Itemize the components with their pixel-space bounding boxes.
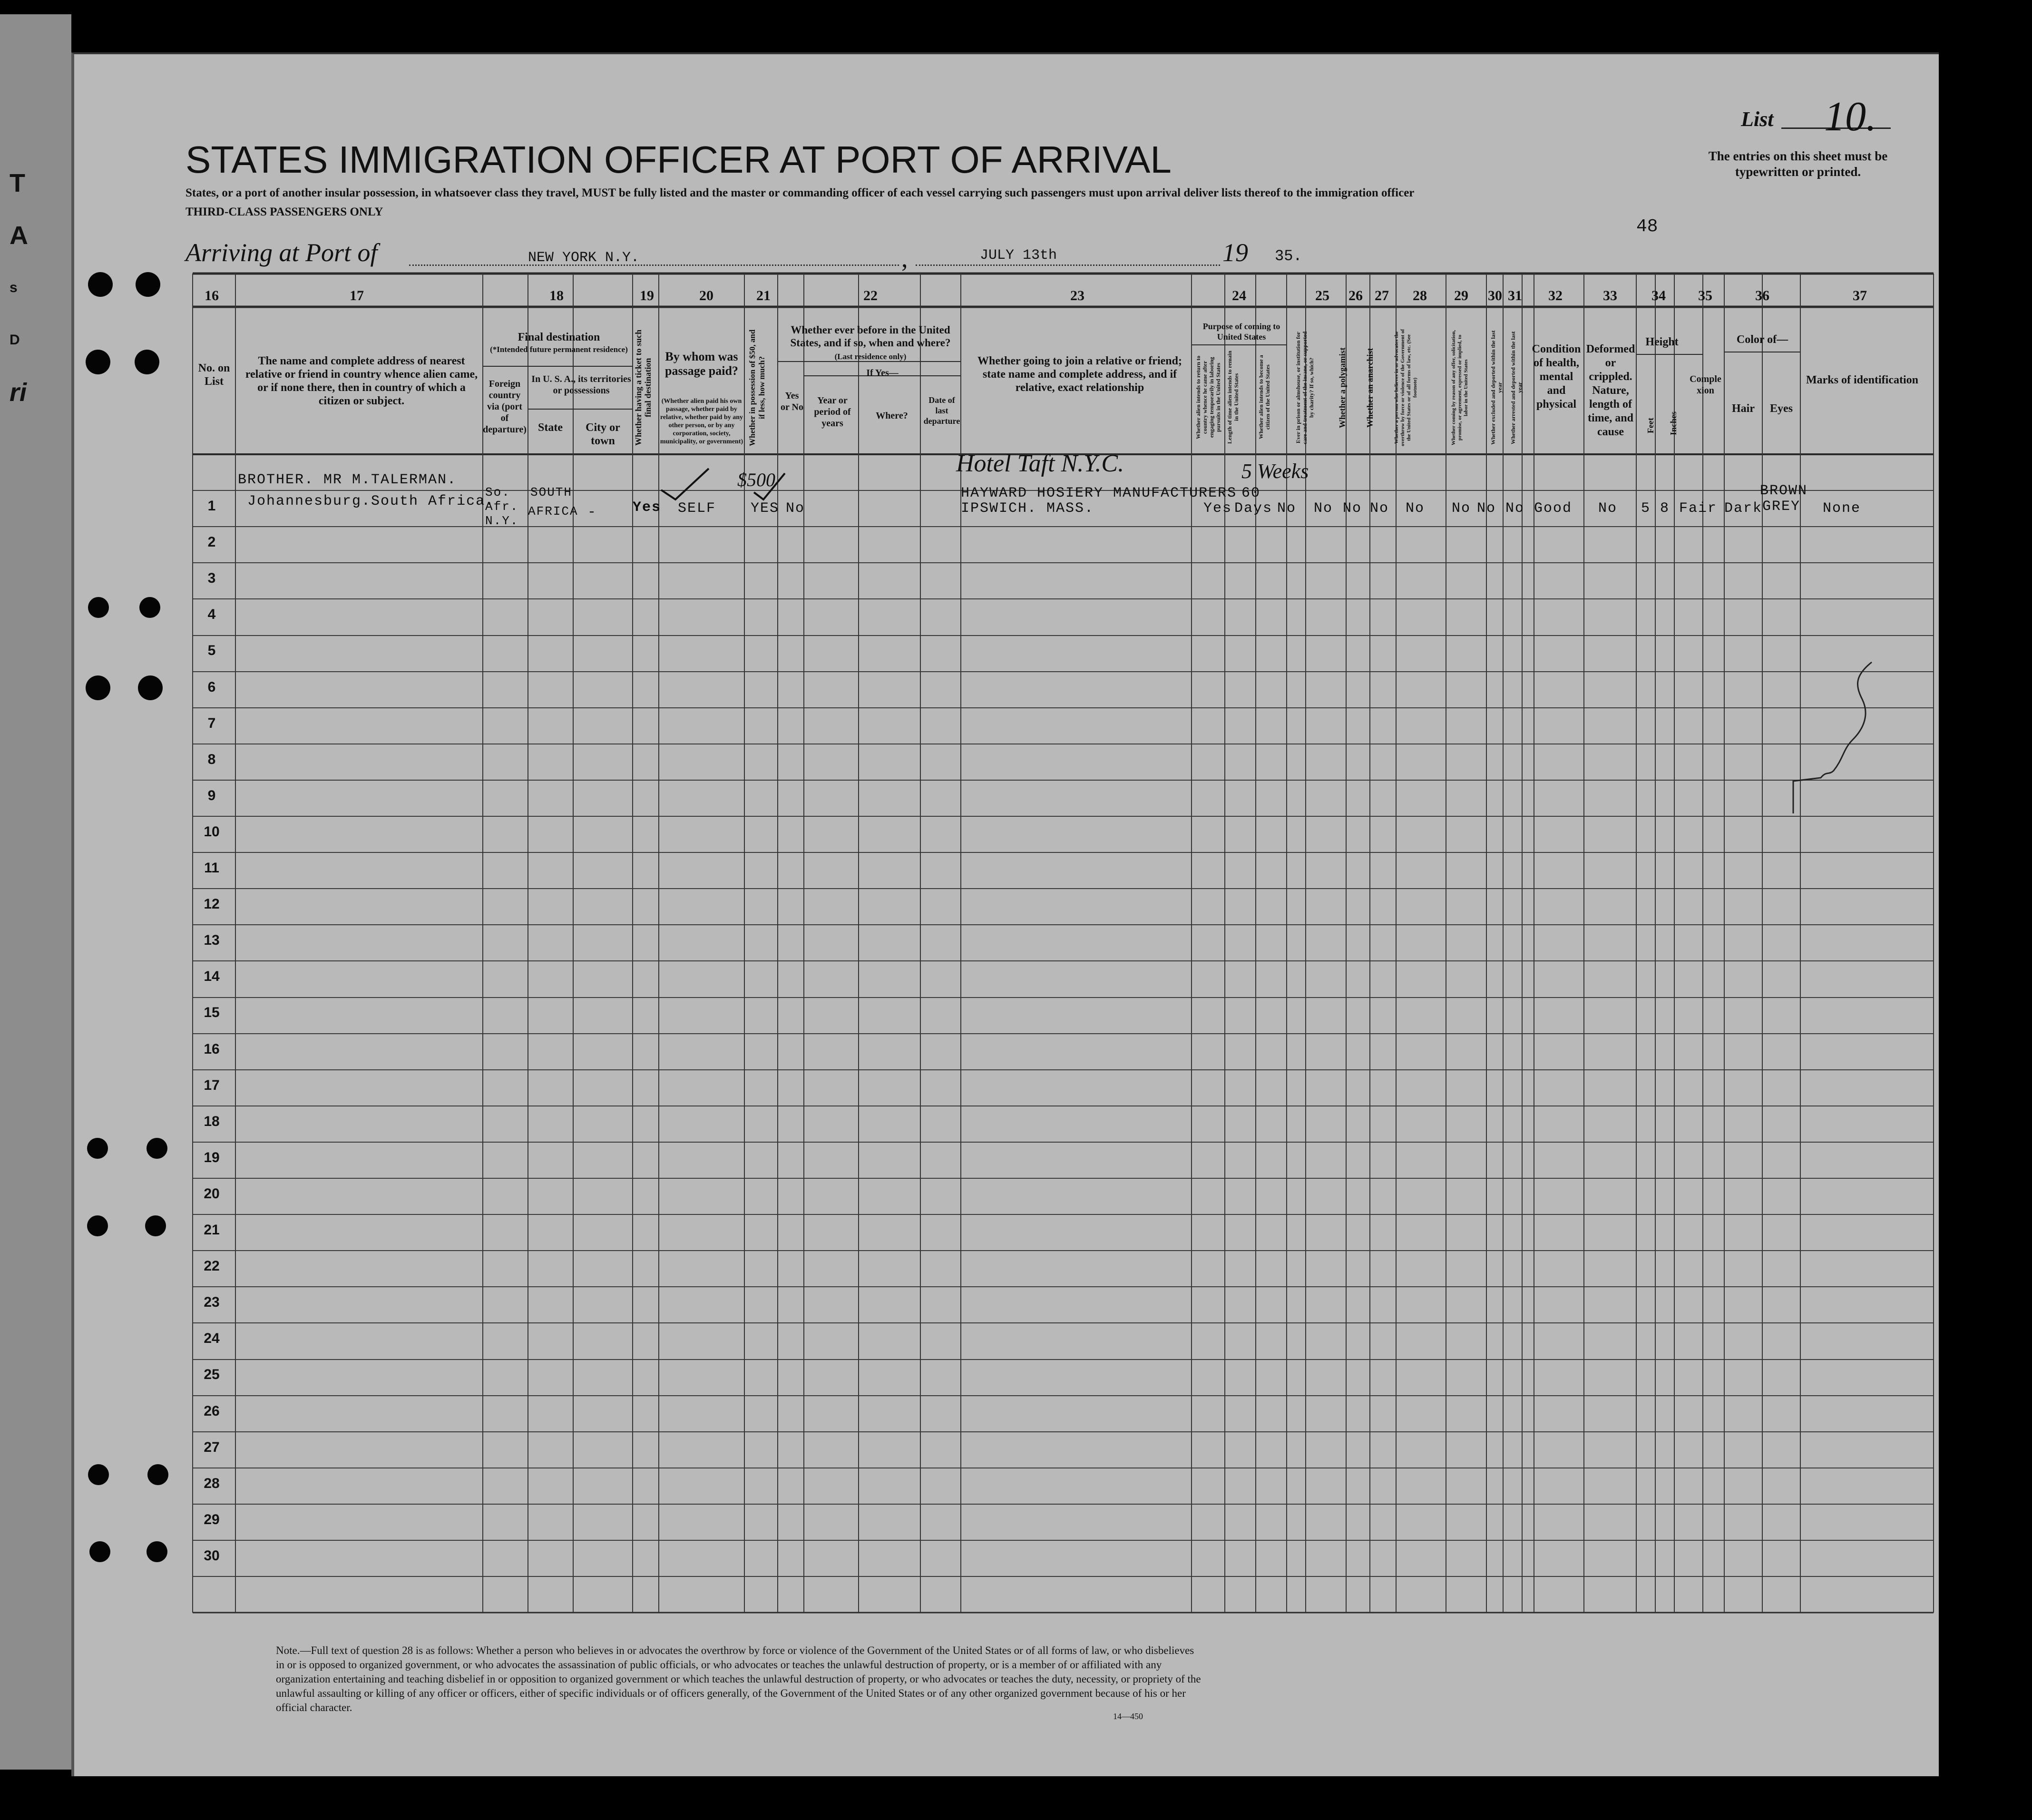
citizen-value: No [1277,500,1297,517]
row-number: 12 [204,896,220,912]
notice-text: States, or a port of another insular possession, in whatsoever class they travel, MUST be fully listed and the master or commanding officer of each vessel carrying such passengers must upon arrival deliver lists thereof to the immigration officer [186,186,1415,199]
binder-hole [88,597,109,618]
stub-text: ri [10,378,27,407]
port-value: NEW YORK N.Y. [528,250,640,266]
header-return-intent: Whether alien intends to return to country whence he came after engaging temporarily in laboring pursuits in the United States [1195,355,1221,439]
row-number: 17 [204,1077,220,1093]
column-number: 30 [1488,288,1502,303]
header-color: Color of— [1736,333,1788,346]
health-value: Good [1534,500,1573,517]
row-number: 18 [204,1114,220,1129]
relative-name: BROTHER. MR M.TALERMAN. [238,472,457,488]
column-number: 23 [1070,288,1084,303]
overthrow-value: No [1406,500,1425,517]
header-in-usa: In U. S. A., its territories or possessions [531,374,631,396]
column-number: 34 [1651,288,1666,303]
column-number: 31 [1508,288,1522,303]
header-citizen-intent: Whether alien intends to become a citizen of the United States [1258,355,1271,440]
binder-hole [86,675,110,700]
binder-hole [87,1215,108,1236]
row-number: 26 [204,1403,220,1419]
length-unit: Days [1234,500,1273,517]
destination-state-2: AFRICA [528,504,578,519]
row-number: 11 [204,860,219,876]
header-purpose: Purpose of coming to United States [1202,322,1280,342]
joining-name: HAYWARD HOSIERY MANUFACTURERS [961,485,1237,501]
row-number: 20 [204,1186,220,1202]
excluded-value: No [1477,500,1496,517]
header-polygamist: Whether a polygamist [1338,347,1347,428]
feet-value: 5 [1641,500,1651,517]
header-if-yes: If Yes— [866,368,899,378]
column-number: 32 [1548,288,1563,303]
row-number: 30 [204,1548,220,1564]
prison-value: No [1314,500,1333,517]
binder-hole [138,675,163,700]
row-number: 13 [204,932,220,948]
entries-note: The entries on this sheet must be typewritten or printed. [1708,149,1888,179]
header-city: City or town [586,421,620,447]
column-number: 24 [1232,288,1246,303]
polygamist-value: No [1343,500,1362,517]
date-value: JULY 13th [980,247,1057,264]
column-number: 20 [699,288,713,303]
column-number: 19 [640,288,654,303]
row-number: 29 [204,1512,220,1527]
row-number: 21 [204,1222,220,1238]
binder-hole [86,350,110,374]
weeks-handwritten: 5 Weeks [1241,460,1309,483]
header-labor-offer: Whether coming by reason of any offer, solicitation, promise, or agreement, expressed or implied, to labor in the United States [1451,330,1469,446]
header-height: Height [1645,336,1679,348]
row-number: 19 [204,1150,220,1165]
before-in-us-value: No [786,500,805,517]
row-number: 10 [204,824,220,840]
joining-address: IPSWICH. MASS. [961,500,1094,517]
marks-value: None [1823,500,1861,517]
binder-hole [139,597,160,618]
hair-value: Dark [1724,500,1763,517]
stub-text: D [10,332,20,348]
binder-hole [88,1464,109,1485]
stub-text: A [10,221,28,250]
relative-address: Johannesburg.South Africa. [247,493,495,509]
header-complexion: Complexion [1690,374,1721,396]
length-value: 60 [1241,485,1261,501]
header-anarchist: Whether an anarchist [1365,348,1375,428]
binder-hole [87,1138,108,1159]
binder-hole [147,1541,167,1562]
comma: , [901,244,908,273]
year-suffix: 35. [1275,247,1302,265]
header-year-period: Year or period of years [814,395,851,429]
header-eyes: Eyes [1770,402,1793,415]
header-before-sub: (Last residence only) [834,352,907,361]
row-number: 5 [207,643,216,658]
list-label: List [1741,108,1774,131]
row-number: 1 [207,498,216,514]
ticket-value: Yes [633,499,662,516]
row-number: 24 [204,1331,220,1346]
complexion-value: Fair [1679,500,1718,517]
column-number: 35 [1698,288,1712,303]
page-title: STATES IMMIGRATION OFFICER AT PORT OF ARRIVAL [186,138,1172,181]
header-marks: Marks of identification [1806,374,1918,386]
row-number: 25 [204,1367,220,1382]
passenger-class-label: THIRD-CLASS PASSENGERS ONLY [186,205,383,218]
header-final-destination-sub: (*Intended future permanent residence) [490,345,628,354]
header-state: State [538,421,563,434]
header-ticket: Whether having a ticket to such final destination [634,329,653,446]
destination-state-1: SOUTH [530,485,573,499]
foreign-port-1: So. [485,485,510,499]
binder-hole [147,1138,167,1159]
stub-text: s [10,280,18,295]
foreign-port-2: Afr. [485,499,519,514]
binder-hole [136,272,160,297]
port-line [409,264,899,266]
row-number: 23 [204,1294,220,1310]
offer-value: No [1452,500,1471,517]
row-number: 2 [207,534,216,550]
money-value: YES [751,500,780,517]
eyes-value-2: GREY [1762,499,1801,515]
header-overthrow: Whether a person who believes in or advocates the overthrow by force or violence of the Government of the United States or of all forms of law, etc. (See footnote) [1394,329,1418,447]
row-number: 15 [204,1005,220,1020]
header-length-stay: Length of time alien intends to remain in the United States [1226,351,1240,444]
column-number: 33 [1603,288,1617,303]
row-number: 7 [207,715,216,731]
header-arrested: Whether arrested and deported within the last year [1510,331,1523,444]
binder-hole [89,1541,110,1562]
list-number: 10. [1824,94,1876,140]
column-number: 37 [1853,288,1867,303]
row-number: 3 [207,570,216,586]
row-number: 6 [207,679,216,695]
column-number: 29 [1454,288,1468,303]
header-excluded: Whether excluded and deported within the last year [1490,330,1503,445]
header-paid-by: By whom was passage paid? [665,350,738,378]
header-relative: The name and complete address of nearest relative or friend in country whence alien came, or if none there, then in country of which a citizen or subject. [245,355,478,407]
row-number: 16 [204,1041,220,1057]
row-number: 9 [207,788,216,803]
deformed-value: No [1598,500,1618,517]
binder-hole [135,350,159,374]
form-number: 14—450 [1113,1712,1143,1721]
column-number: 27 [1375,288,1389,303]
binder-hole [145,1215,166,1236]
column-number: 36 [1755,288,1769,303]
money-handwritten: $500 [737,469,775,490]
arriving-label: Arriving at Port of [186,238,378,267]
header-final-destination: Final destination [518,331,600,343]
header-last-departure: Date of last departure [923,395,960,426]
eyes-value-1: BROWN [1760,483,1808,499]
header-feet: Feet [1646,418,1655,434]
return-value: Yes [1203,500,1232,517]
column-number: 22 [863,288,878,303]
date-line [916,264,1220,266]
footnote: Note.—Full text of question 28 is as follows: Whether a person who believes in or advocates the overthrow by force or violence of the Government of the United States or of all forms of law, or who disbelieves in or is opposed to organized government, or who advocates the assassination of public officials, or who advocates or teaches the unlawful destruction of property, or is a member of or affiliated with any organization entertaining and teaching disbelief in or opposition to organized government or which teaches the unlawful destruction of property, or who advocates or teaches the duty, necessity, or propriety of the unlawful assaulting or killing of any officer or officers, either of specific individuals or of officers generally, of the Government of the United States or of any other organized government because of his or her official character. [276,1644,1201,1713]
column-number: 25 [1315,288,1329,303]
header-deformed: Deformed or crippled. Nature, length of time, and cause [1586,343,1635,438]
row-number: 28 [204,1476,220,1491]
header-hair: Hair [1732,402,1755,415]
row-number: 4 [207,607,216,622]
row-number: 8 [207,752,216,767]
paid-by-value: SELF [678,500,716,517]
pen-squiggle [1784,656,1879,818]
header-inches: Inches [1669,411,1678,436]
binder-hole [147,1464,168,1485]
column-number: 28 [1413,288,1427,303]
header-money: Whether in possession of $50, and if less, how much? [748,329,766,446]
stub-text: T [10,169,25,197]
arrested-value: No [1505,500,1525,517]
hotel-handwritten: Hotel Taft N.Y.C. [956,450,1124,477]
row-number: 22 [204,1258,220,1274]
row-number: 27 [204,1439,220,1455]
header-joining: Whether going to join a relative or friend; state name and complete address, and if relative, exact relationship [977,355,1182,394]
header-paid-by-sub: (Whether alien paid his own passage, whether paid by relative, whether paid by any other person, or by any corporation, society, municipality, or government) [660,398,743,445]
destination-city: - [587,504,597,520]
year-prefix: 19 [1222,238,1248,267]
header-prison: Ever in prison or almshouse, or institution for care and treatment of the insane, or supported by charity? If so, which? [1295,331,1315,444]
column-number: 21 [756,288,771,303]
binder-hole [88,272,113,297]
header-where: Where? [876,411,908,421]
page-number: 48 [1636,216,1658,237]
header-foreign-port: Foreign country via (port of departure) [483,379,527,435]
header-yes-no: Yes or No [781,391,803,412]
column-number: 17 [350,288,364,303]
inches-value: 8 [1660,500,1670,517]
header-list-number: No. on List [198,362,230,388]
foreign-port-3: N.Y. [485,514,519,528]
header-before-in-us: Whether ever before in the United States, and if so, when and where? [790,324,951,349]
row-number: 14 [204,969,220,984]
column-number: 18 [549,288,564,303]
anarchist-value: No [1370,500,1389,517]
header-health: Condition of health, mental and physical [1532,343,1581,411]
column-number: 16 [205,288,219,303]
column-number: 26 [1348,288,1363,303]
